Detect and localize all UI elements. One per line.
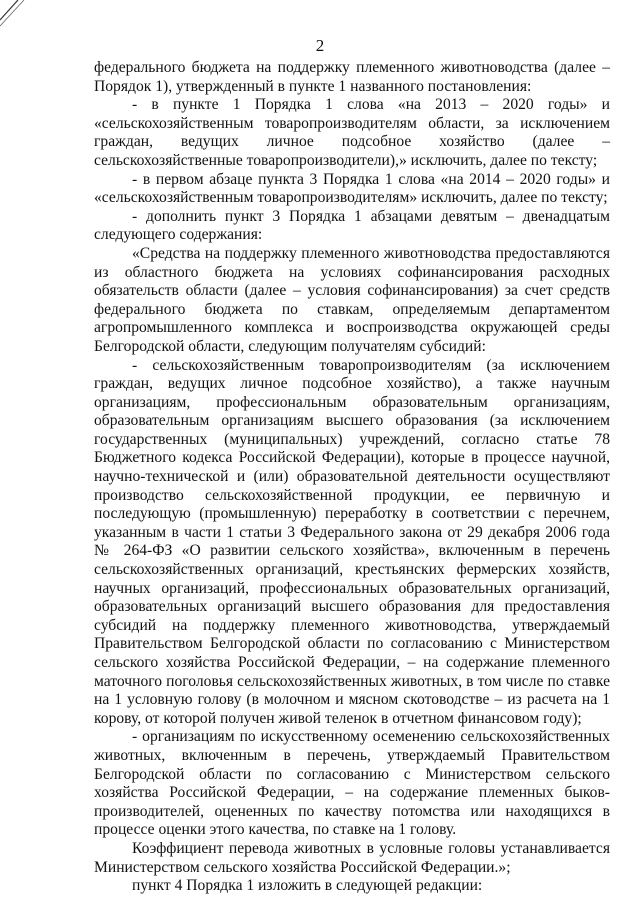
paragraph-2: - в пункте 1 Порядка 1 слова «на 2013 – 2020 годы» и «сельскохозяйственным товаропроизводителям области, за исключением граждан, ведущих личное подсобное хозяйство (далее – сельскохозяйственные товаропроизводители),» исключить, далее по тексту; — [94, 96, 610, 169]
paragraph-3: - в первом абзаце пункта 3 Порядка 1 слова «на 2014 – 2020 годы» и «сельскохозяйственным товаропроизводителям» исключить, далее по тексту; — [94, 170, 610, 207]
paragraph-1: федерального бюджета на поддержку племенного животноводства (далее – Порядок 1), утвержденный в пункте 1 названного постановления: — [94, 59, 610, 95]
paragraph-6: - сельскохозяйственным товаропроизводителям (за исключением граждан, ведущих личное подсобное хозяйство), а также научным организациям, профессиональным образовательным организациям, образовательным организациям высшего образования (за исключением государственных (муниципальных) учреждений, согласно статье 78 Бюджетного кодекса Российской Федерации), которые в процессе научной, научно-технической и (или) образовательной деятельности осуществляют производство сельскохозяйственной продукции, ее первичную и последующую (промышленную) переработку в соответствии с перечнем, указанным в части 1 статьи 3 Федерального закона от 29 декабря 2006 года № 264-ФЗ «О развитии сельского хозяйства», включенным в перечень сельскохозяйственных организаций, крестьянских фермерских хозяйств, научных организаций, профессиональных образовательных организаций, образовательных организаций высшего образования для предоставления субсидий на поддержку племенного животноводства, утверждаемый Правительством Белгородской области по согласованию с Министерством сельского хозяйства Российской Федерации, – на содержание племенного маточного поголовья сельскохозяйственных животных, в том числе по ставке на 1 условную голову (в молочном и мясном скотоводстве – из расчета на 1 корову, от которой получен живой теленок в отчетном финансовом году); — [94, 356, 610, 727]
folded-corner-mark — [0, 0, 40, 40]
paragraph-7: - организациям по искусственному осеменению сельскохозяйственных животных, включенным в перечень, утверждаемый Правительством Белгородской области по согласованию с Министерством сельского хозяйства Российской Федерации, – на содержание племенных быков-производителей, оцененных по качеству потомства или находящихся в процессе оценки этого качества, по ставке на 1 голову. — [94, 728, 610, 839]
paragraph-9: пункт 4 Порядка 1 изложить в следующей редакции: — [132, 877, 483, 895]
page-number: 2 — [315, 36, 325, 55]
paragraph-4: - дополнить пункт 3 Порядка 1 абзацами девятым – двенадцатым следующего содержания: — [94, 207, 610, 244]
document-body — [94, 59, 610, 896]
paragraph-5: «Средства на поддержку племенного животноводства предоставляются из областного бюджета на условиях софинансирования расходных обязательств области (далее – условия софинансирования) за счет средств федерального бюджета по ставкам, определяемым департаментом агропромышленного комплекса и воспроизводства окружающей среды Белгородской области, следующим получателям субсидий: — [94, 244, 610, 355]
paragraph-8: Коэффициент перевода животных в условные головы устанавливается Министерством сельского хозяйства Российской Федерации.»; — [94, 839, 610, 876]
